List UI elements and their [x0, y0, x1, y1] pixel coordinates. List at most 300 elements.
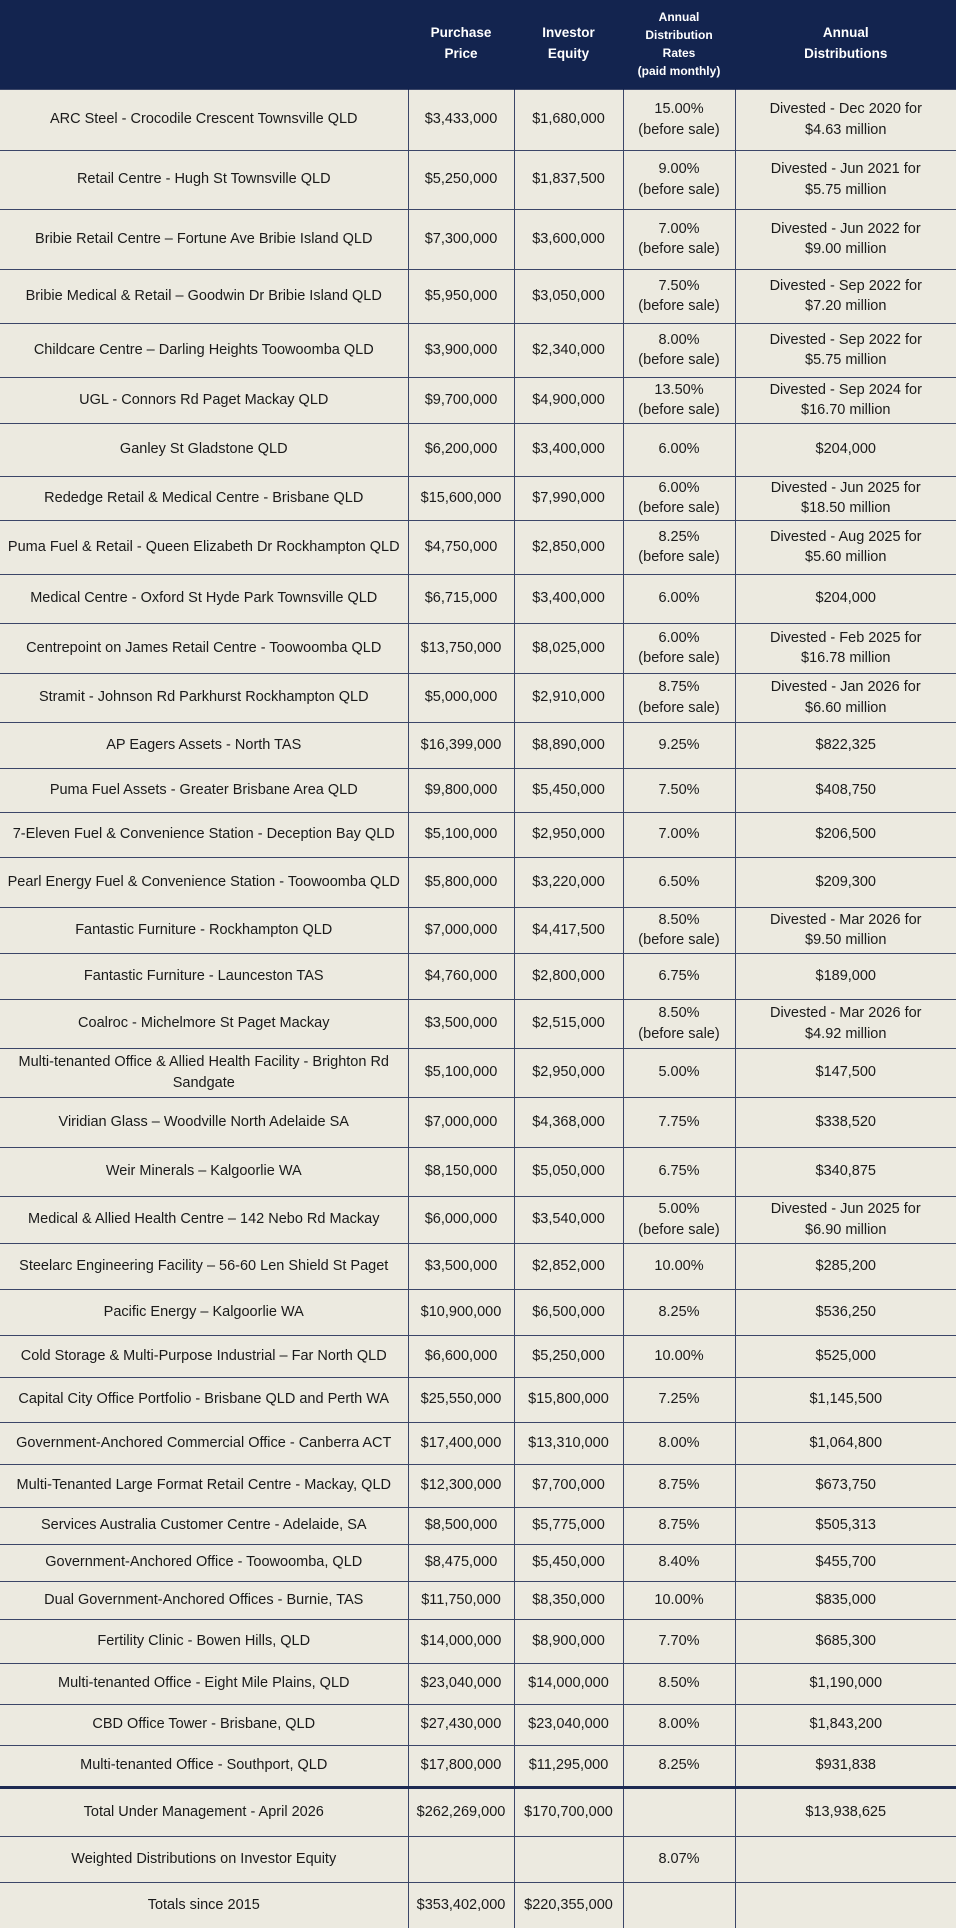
distribution-rate-line: (before sale) [638, 549, 720, 565]
annual-distribution-line: Divested - Jun 2021 for [770, 161, 921, 178]
annual-distribution-line: $1,064,800 [809, 1434, 883, 1451]
distribution-rate [623, 1836, 735, 1882]
annual-distribution-line: $536,250 [815, 1303, 876, 1320]
header-purchase-price: Purchase Price [408, 0, 514, 89]
annual-distribution-line: $338,520 [815, 1113, 876, 1130]
investor-equity: $220,355,000 [514, 1882, 623, 1928]
investor-equity: $7,700,000 [514, 1464, 623, 1507]
annual-distribution [735, 812, 956, 857]
distribution-rate-line: 6.00% [658, 629, 700, 646]
purchase-price: $23,040,000 [408, 1663, 514, 1704]
distribution-rate [623, 323, 735, 377]
investor-equity: $1,837,500 [514, 150, 623, 209]
investor-equity: $5,775,000 [514, 1507, 623, 1544]
property-name: AP Eagers Assets - North TAS [0, 722, 408, 768]
investor-equity: $11,295,000 [514, 1745, 623, 1787]
table-row [0, 377, 956, 423]
annual-distribution-line: $147,500 [815, 1064, 876, 1081]
annual-distribution-line: Divested - Sep 2024 for [769, 381, 922, 398]
table-row [0, 269, 956, 323]
distribution-rate-line: 8.25% [658, 528, 700, 545]
investor-equity: $8,350,000 [514, 1581, 623, 1619]
distribution-rate [623, 1097, 735, 1147]
distribution-rate-line: 7.75% [658, 1113, 700, 1130]
annual-distribution [735, 623, 956, 673]
distribution-rate-line: 6.00% [658, 441, 700, 458]
distribution-rate [623, 1464, 735, 1507]
purchase-price: $6,600,000 [408, 1335, 514, 1377]
property-name: Steelarc Engineering Facility – 56-60 Len Shield St Paget [0, 1243, 408, 1289]
distribution-rate-line: 13.50% [654, 381, 704, 398]
distribution-rate-line: 8.00% [658, 1716, 700, 1733]
distribution-rate [623, 907, 735, 953]
distribution-rate-line: 8.75% [658, 679, 700, 696]
investor-equity [514, 1836, 623, 1882]
purchase-price: $5,000,000 [408, 673, 514, 722]
annual-distribution [735, 1422, 956, 1464]
distribution-rate-line: (before sale) [638, 699, 720, 716]
annual-distribution-line: $1,190,000 [809, 1675, 883, 1692]
investor-equity: $3,540,000 [514, 1196, 623, 1243]
annual-distribution [735, 1377, 956, 1422]
annual-distribution [735, 520, 956, 574]
property-name: Medical Centre - Oxford St Hyde Park Townsville QLD [0, 574, 408, 623]
distribution-rate [623, 1243, 735, 1289]
property-name: Bribie Medical & Retail – Goodwin Dr Bribie Island QLD [0, 269, 408, 323]
purchase-price: $8,500,000 [408, 1507, 514, 1544]
distribution-rate-line: 7.00% [658, 220, 700, 237]
distribution-rate-line: 8.25% [658, 1757, 700, 1774]
annual-distribution-line: $16.78 million [801, 650, 891, 666]
purchase-price: $9,800,000 [408, 768, 514, 812]
annual-distribution [735, 1335, 956, 1377]
property-name: Retail Centre - Hugh St Townsville QLD [0, 150, 408, 209]
distribution-rate [623, 1048, 735, 1097]
table-row [0, 1507, 956, 1544]
purchase-price [408, 1836, 514, 1882]
purchase-price: $5,100,000 [408, 1048, 514, 1097]
purchase-price: $16,399,000 [408, 722, 514, 768]
annual-distribution-line: $4.92 million [805, 1025, 887, 1042]
purchase-price: $5,250,000 [408, 150, 514, 209]
investor-equity: $23,040,000 [514, 1704, 623, 1745]
property-name: Coalroc - Michelmore St Paget Mackay [0, 999, 408, 1048]
purchase-price: $5,800,000 [408, 857, 514, 907]
distribution-rate [623, 1507, 735, 1544]
table-row [0, 623, 956, 673]
annual-distribution-line: $505,313 [815, 1517, 876, 1534]
annual-distribution-line: $408,750 [815, 781, 876, 798]
distribution-rate-line: 10.00% [654, 1257, 704, 1274]
annual-distribution-line: $18.50 million [801, 500, 891, 516]
distribution-rate [623, 1544, 735, 1581]
investor-equity: $1,680,000 [514, 89, 623, 150]
annual-distribution-line: $9.50 million [805, 932, 887, 948]
distribution-rate-line: 7.70% [658, 1632, 700, 1649]
distribution-rate [623, 1289, 735, 1335]
investor-equity: $7,990,000 [514, 476, 623, 520]
annual-distribution [735, 1507, 956, 1544]
annual-distribution [735, 323, 956, 377]
annual-distribution-line: $16.70 million [801, 402, 891, 418]
distribution-rate-line: 6.00% [658, 479, 700, 496]
distribution-rate-line: 8.00% [658, 1434, 700, 1451]
distribution-rate [623, 1663, 735, 1704]
distribution-rate-line: (before sale) [638, 650, 720, 666]
annual-distribution-line: $1,145,500 [809, 1391, 883, 1408]
table-row [0, 423, 956, 476]
property-name: Weir Minerals – Kalgoorlie WA [0, 1147, 408, 1196]
annual-distribution [735, 1745, 956, 1787]
property-name: Government-Anchored Office - Toowoomba, QLD [0, 1544, 408, 1581]
investor-equity: $4,417,500 [514, 907, 623, 953]
annual-distribution-line: $5.75 million [805, 181, 887, 198]
distribution-rate [623, 1704, 735, 1745]
table-row [0, 1464, 956, 1507]
table-row [0, 1335, 956, 1377]
distribution-rate [623, 1422, 735, 1464]
table-row [0, 857, 956, 907]
purchase-price: $6,000,000 [408, 1196, 514, 1243]
property-name: Ganley St Gladstone QLD [0, 423, 408, 476]
annual-distribution-line: $835,000 [815, 1591, 876, 1608]
distribution-rate [623, 1335, 735, 1377]
distribution-rate [623, 673, 735, 722]
annual-distribution [735, 1581, 956, 1619]
property-name: ARC Steel - Crocodile Crescent Townsville QLD [0, 89, 408, 150]
annual-distribution-line: Divested - Mar 2026 for [769, 1005, 922, 1022]
purchase-price: $4,760,000 [408, 953, 514, 999]
table-row [0, 1836, 956, 1882]
annual-distribution [735, 999, 956, 1048]
property-name: Centrepoint on James Retail Centre - Toowoomba QLD [0, 623, 408, 673]
investor-equity: $8,890,000 [514, 722, 623, 768]
distribution-rate [623, 857, 735, 907]
distribution-rate-line: 5.00% [658, 1201, 700, 1218]
distribution-rate [623, 812, 735, 857]
property-name: Multi-tenanted Office - Southport, QLD [0, 1745, 408, 1787]
purchase-price: $5,100,000 [408, 812, 514, 857]
table-row [0, 999, 956, 1048]
investor-equity: $3,400,000 [514, 574, 623, 623]
annual-distribution-line: $7.20 million [805, 298, 887, 314]
property-name: Dual Government-Anchored Offices - Burnie, TAS [0, 1581, 408, 1619]
table-row [0, 1704, 956, 1745]
annual-distribution [735, 209, 956, 269]
property-name: Totals since 2015 [0, 1882, 408, 1928]
table-row [0, 323, 956, 377]
property-name: Fantastic Furniture - Launceston TAS [0, 953, 408, 999]
distribution-rate-line: 6.50% [658, 873, 700, 890]
header-investor-equity: Investor Equity [514, 0, 623, 89]
distribution-rate [623, 1882, 735, 1928]
property-name: UGL - Connors Rd Paget Mackay QLD [0, 377, 408, 423]
purchase-price: $3,500,000 [408, 1243, 514, 1289]
distribution-rate-line: 15.00% [654, 101, 704, 118]
investor-equity: $2,852,000 [514, 1243, 623, 1289]
annual-distribution [735, 1882, 956, 1928]
annual-distribution-line: $206,500 [815, 826, 876, 843]
annual-distribution [735, 1619, 956, 1663]
purchase-price: $10,900,000 [408, 1289, 514, 1335]
distribution-rate [623, 574, 735, 623]
distribution-rate-line: 8.07% [658, 1850, 700, 1867]
table-row [0, 520, 956, 574]
purchase-price: $12,300,000 [408, 1464, 514, 1507]
annual-distribution [735, 673, 956, 722]
purchase-price: $13,750,000 [408, 623, 514, 673]
investor-equity: $170,700,000 [514, 1787, 623, 1836]
property-name: Total Under Management - April 2026 [0, 1787, 408, 1836]
annual-distribution-line: $525,000 [815, 1347, 876, 1364]
table-row [0, 1048, 956, 1097]
purchase-price: $6,200,000 [408, 423, 514, 476]
purchase-price: $25,550,000 [408, 1377, 514, 1422]
annual-distribution [735, 907, 956, 953]
table-row [0, 1147, 956, 1196]
table-row [0, 673, 956, 722]
table-row [0, 1544, 956, 1581]
table-row [0, 907, 956, 953]
distribution-rate [623, 269, 735, 323]
property-name: Multi-tenanted Office & Allied Health Facility - Brighton Rd Sandgate [0, 1048, 408, 1097]
investor-equity: $3,220,000 [514, 857, 623, 907]
annual-distribution [735, 150, 956, 209]
distribution-rate [623, 1745, 735, 1787]
investor-equity: $8,025,000 [514, 623, 623, 673]
annual-distribution [735, 722, 956, 768]
distribution-rate-line: 10.00% [654, 1347, 704, 1364]
distribution-rate-line: 7.50% [658, 277, 700, 294]
header-row [0, 0, 956, 89]
annual-distribution-line: Divested - Aug 2025 for [769, 528, 922, 545]
distribution-rate-line: (before sale) [638, 932, 720, 948]
investor-equity: $5,050,000 [514, 1147, 623, 1196]
table-row [0, 953, 956, 999]
property-name: Viridian Glass – Woodville North Adelaide SA [0, 1097, 408, 1147]
property-name: Multi-Tenanted Large Format Retail Centre - Mackay, QLD [0, 1464, 408, 1507]
annual-distribution-line: Divested - Jun 2025 for [770, 479, 921, 496]
annual-distribution [735, 1663, 956, 1704]
table-row [0, 1289, 956, 1335]
property-name: Medical & Allied Health Centre – 142 Nebo Rd Mackay [0, 1196, 408, 1243]
property-name: Services Australia Customer Centre - Adelaide, SA [0, 1507, 408, 1544]
annual-distribution-line: Divested - Dec 2020 for [769, 101, 922, 118]
table-row [0, 1377, 956, 1422]
distribution-rate [623, 423, 735, 476]
annual-distribution-line: $9.00 million [805, 241, 887, 257]
annual-distribution-line: $4.63 million [805, 121, 887, 138]
distribution-rate [623, 1196, 735, 1243]
annual-distribution [735, 423, 956, 476]
property-name: Cold Storage & Multi-Purpose Industrial – Far North QLD [0, 1335, 408, 1377]
purchase-price: $17,400,000 [408, 1422, 514, 1464]
property-name: Stramit - Johnson Rd Parkhurst Rockhampton QLD [0, 673, 408, 722]
distribution-rate-line: 7.25% [658, 1391, 700, 1408]
table-row [0, 1196, 956, 1243]
investor-equity: $6,500,000 [514, 1289, 623, 1335]
property-name: Government-Anchored Commercial Office - Canberra ACT [0, 1422, 408, 1464]
table-row [0, 1663, 956, 1704]
property-name: Fantastic Furniture - Rockhampton QLD [0, 907, 408, 953]
annual-distribution-line: $673,750 [815, 1477, 876, 1494]
table-row [0, 1619, 956, 1663]
purchase-price: $3,433,000 [408, 89, 514, 150]
distribution-rate-line: 7.00% [658, 826, 700, 843]
property-name: Childcare Centre – Darling Heights Toowoomba QLD [0, 323, 408, 377]
distribution-rate [623, 1147, 735, 1196]
annual-distribution [735, 768, 956, 812]
purchase-price: $27,430,000 [408, 1704, 514, 1745]
annual-distribution [735, 89, 956, 150]
table-body [0, 89, 956, 1928]
purchase-price: $11,750,000 [408, 1581, 514, 1619]
purchase-price: $7,000,000 [408, 1097, 514, 1147]
distribution-rate-line: 6.00% [658, 590, 700, 607]
investor-equity: $13,310,000 [514, 1422, 623, 1464]
distribution-rate-line: 10.00% [654, 1591, 704, 1608]
purchase-price: $14,000,000 [408, 1619, 514, 1663]
investor-equity: $3,050,000 [514, 269, 623, 323]
distribution-rate-line: 5.00% [658, 1064, 700, 1081]
investor-equity: $2,950,000 [514, 1048, 623, 1097]
table-row [0, 150, 956, 209]
purchase-price: $262,269,000 [408, 1787, 514, 1836]
distribution-rate [623, 520, 735, 574]
header-distribution-rates: Annual Distribution Rates (paid monthly) [623, 0, 735, 89]
annual-distribution [735, 1289, 956, 1335]
investor-equity: $3,400,000 [514, 423, 623, 476]
annual-distribution-line: $204,000 [815, 441, 876, 458]
distribution-rate-line: 8.25% [658, 1303, 700, 1320]
distribution-rate-line: 8.75% [658, 1517, 700, 1534]
investor-equity: $5,450,000 [514, 768, 623, 812]
distribution-rate [623, 722, 735, 768]
annual-distribution-line: $209,300 [815, 873, 876, 890]
purchase-price: $353,402,000 [408, 1882, 514, 1928]
table-row [0, 722, 956, 768]
table-row [0, 1787, 956, 1836]
annual-distribution [735, 1544, 956, 1581]
distribution-rate-line: 9.25% [658, 736, 700, 753]
purchase-price: $4,750,000 [408, 520, 514, 574]
property-name: Fertility Clinic - Bowen Hills, QLD [0, 1619, 408, 1663]
investor-equity: $2,950,000 [514, 812, 623, 857]
annual-distribution [735, 476, 956, 520]
distribution-rate-line: (before sale) [638, 500, 720, 516]
distribution-rate [623, 1377, 735, 1422]
investor-equity: $5,450,000 [514, 1544, 623, 1581]
table-header [0, 0, 956, 89]
distribution-rate-line: (before sale) [638, 121, 720, 138]
investor-equity: $14,000,000 [514, 1663, 623, 1704]
annual-distribution [735, 1464, 956, 1507]
investor-equity: $4,368,000 [514, 1097, 623, 1147]
property-name: CBD Office Tower - Brisbane, QLD [0, 1704, 408, 1745]
distribution-rate-line: (before sale) [638, 402, 720, 418]
investor-equity: $2,850,000 [514, 520, 623, 574]
table-row [0, 1422, 956, 1464]
property-name: Capital City Office Portfolio - Brisbane QLD and Perth WA [0, 1377, 408, 1422]
annual-distribution-line: $285,200 [815, 1257, 876, 1274]
purchase-price: $17,800,000 [408, 1745, 514, 1787]
distribution-rate [623, 89, 735, 150]
distribution-rate-line: 8.50% [658, 911, 700, 928]
annual-distribution-line: Divested - Sep 2022 for [769, 277, 922, 294]
property-name: Pearl Energy Fuel & Convenience Station - Toowoomba QLD [0, 857, 408, 907]
table-row [0, 1745, 956, 1787]
purchase-price: $5,950,000 [408, 269, 514, 323]
table-row [0, 1243, 956, 1289]
purchase-price: $9,700,000 [408, 377, 514, 423]
table-row [0, 209, 956, 269]
annual-distribution [735, 1048, 956, 1097]
distribution-rate-line: (before sale) [638, 181, 720, 198]
property-name: 7-Eleven Fuel & Convenience Station - Deception Bay QLD [0, 812, 408, 857]
annual-distribution-line: Divested - Feb 2025 for [769, 629, 922, 646]
annual-distribution-line: Divested - Mar 2026 for [769, 911, 922, 928]
property-name: Puma Fuel & Retail - Queen Elizabeth Dr Rockhampton QLD [0, 520, 408, 574]
distribution-rate [623, 476, 735, 520]
property-name: Bribie Retail Centre – Fortune Ave Bribie Island QLD [0, 209, 408, 269]
investor-equity: $3,600,000 [514, 209, 623, 269]
distribution-rate [623, 953, 735, 999]
annual-distribution-line: $1,843,200 [809, 1716, 883, 1733]
annual-distribution [735, 1836, 956, 1882]
table-row [0, 1882, 956, 1928]
distribution-rate [623, 150, 735, 209]
distribution-rate [623, 999, 735, 1048]
annual-distribution [735, 1243, 956, 1289]
purchase-price: $7,300,000 [408, 209, 514, 269]
distribution-rate [623, 209, 735, 269]
purchase-price: $7,000,000 [408, 907, 514, 953]
distribution-rate-line: 6.75% [658, 967, 700, 984]
distribution-rate-line: 8.50% [658, 1005, 700, 1022]
property-name: Multi-tenanted Office - Eight Mile Plains, QLD [0, 1663, 408, 1704]
table-row [0, 768, 956, 812]
annual-distribution [735, 574, 956, 623]
header-annual-distributions: Annual Distributions [804, 25, 888, 62]
investor-equity: $2,340,000 [514, 323, 623, 377]
purchase-price: $8,150,000 [408, 1147, 514, 1196]
table-row [0, 1581, 956, 1619]
annual-distribution-line: Divested - Jun 2025 for [770, 1201, 921, 1218]
purchase-price: $3,500,000 [408, 999, 514, 1048]
annual-distribution-line: $5.60 million [805, 549, 887, 565]
property-name: Rededge Retail & Medical Centre - Brisbane QLD [0, 476, 408, 520]
investor-equity: $2,910,000 [514, 673, 623, 722]
distribution-rate-line: (before sale) [638, 298, 720, 314]
table-row [0, 574, 956, 623]
annual-distribution-line: $189,000 [815, 967, 876, 984]
distribution-rate-line: (before sale) [638, 241, 720, 257]
distribution-rate-line: (before sale) [638, 1025, 720, 1042]
annual-distribution-line: $13,938,625 [805, 1803, 887, 1820]
investor-equity: $5,250,000 [514, 1335, 623, 1377]
annual-distribution-line: $6.60 million [805, 699, 887, 716]
table-row [0, 476, 956, 520]
investor-equity: $2,515,000 [514, 999, 623, 1048]
annual-distribution [735, 269, 956, 323]
investor-equity: $2,800,000 [514, 953, 623, 999]
annual-distribution-line: $685,300 [815, 1632, 876, 1649]
annual-distribution-line: $5.75 million [805, 352, 887, 368]
table-row [0, 1097, 956, 1147]
annual-distribution [735, 857, 956, 907]
purchase-price: $15,600,000 [408, 476, 514, 520]
distribution-rate [623, 1619, 735, 1663]
